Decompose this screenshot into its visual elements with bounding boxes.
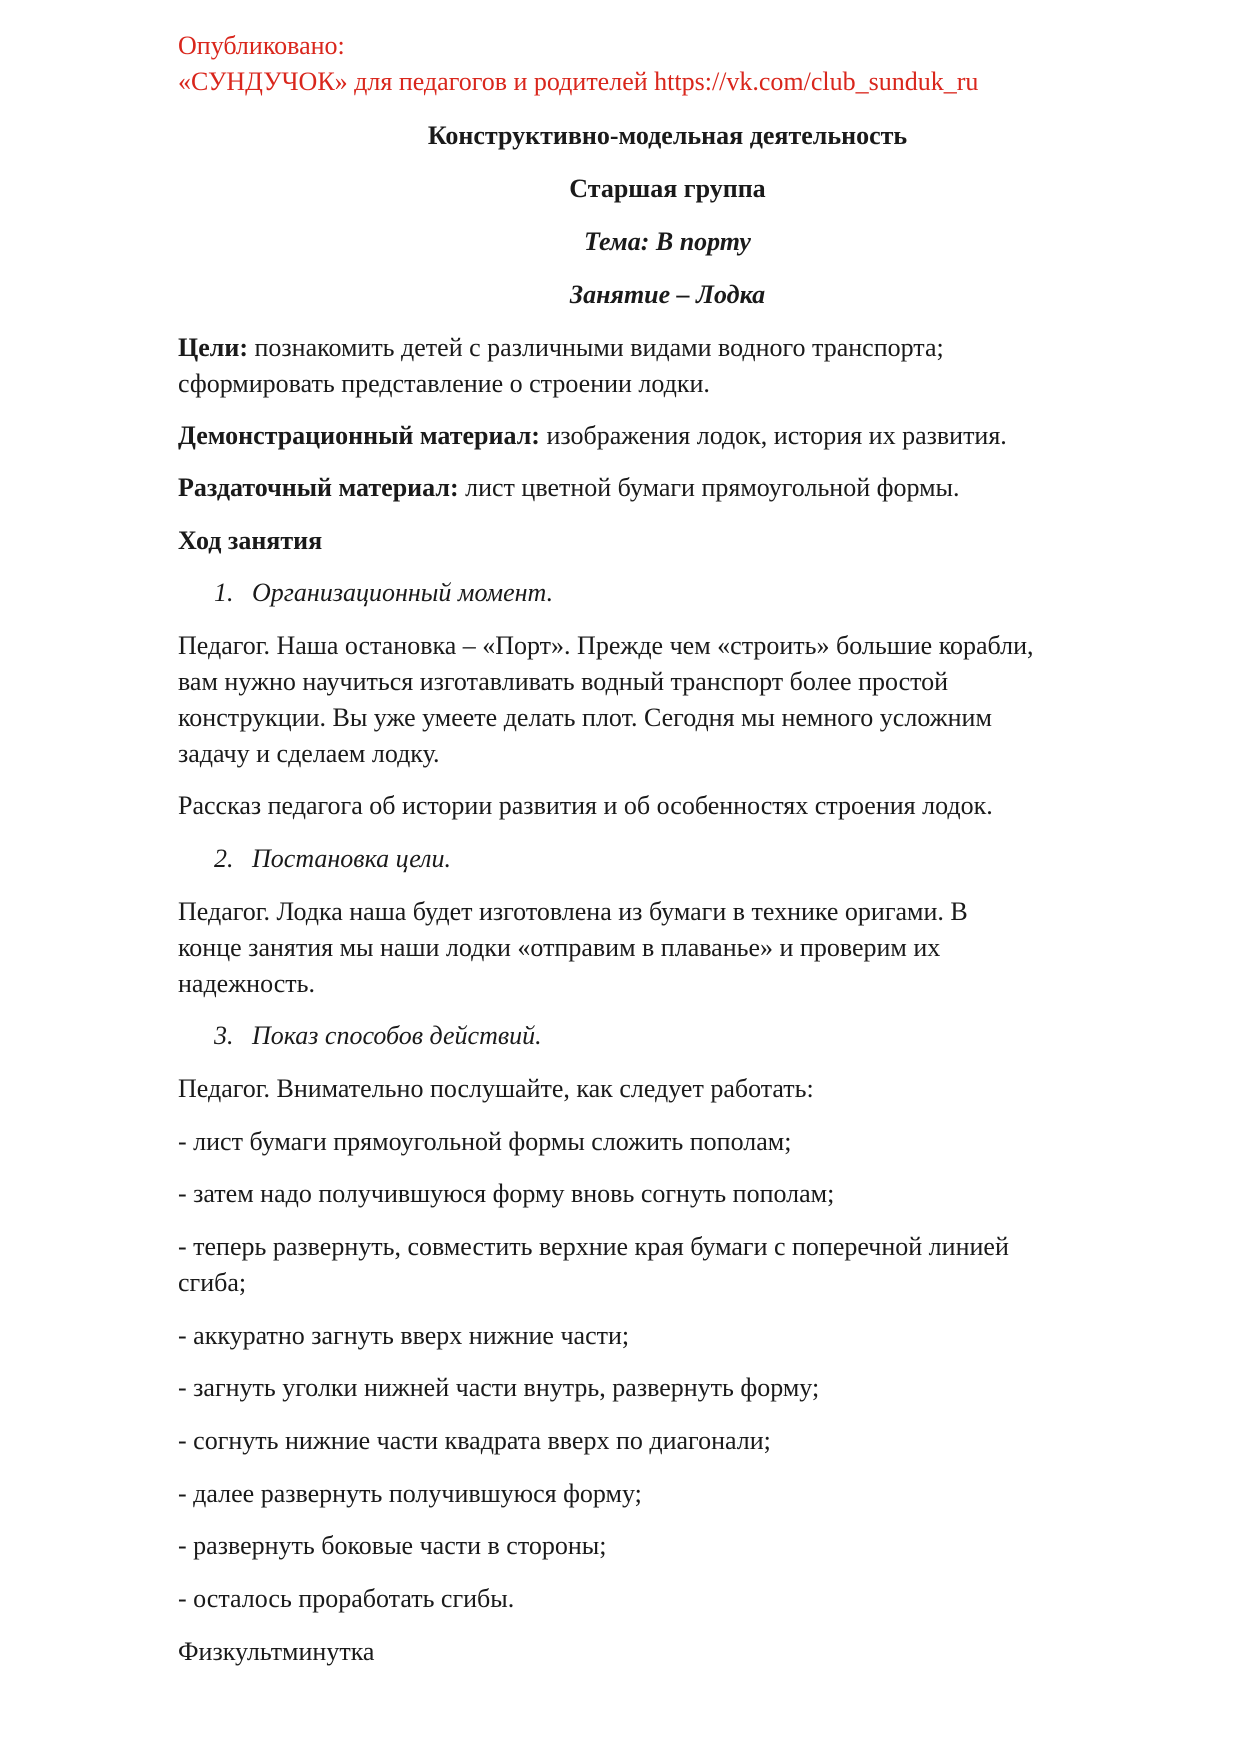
demo-material (178, 418, 1007, 454)
step-1-title: Организационный момент. (252, 578, 554, 607)
instruction-6: - согнуть нижние части квадрата вверх по диагонали; (178, 1426, 771, 1455)
step-2 (214, 841, 451, 877)
instruction-8: - развернуть боковые части в стороны; (178, 1531, 607, 1560)
instruction-4: - аккуратно загнуть вверх нижние части; (178, 1321, 630, 1350)
demo-material-text: изображения лодок, история их развития. (539, 421, 1007, 450)
instruction-5: - загнуть уголки нижней части внутрь, развернуть форму; (178, 1373, 820, 1402)
goals-line1 (178, 330, 944, 366)
paragraph1-line4: задачу и сделаем лодку. (178, 739, 440, 768)
instruction-1: - лист бумаги прямоугольной формы сложить пополам; (178, 1127, 792, 1156)
handout-material (178, 470, 960, 506)
handout-material-label: Раздаточный материал: (178, 473, 459, 502)
goals-label: Цели: (178, 333, 248, 362)
instruction-7: - далее развернуть получившуюся форму; (178, 1479, 642, 1508)
paragraph3-line2: конце занятия мы наши лодки «отправим в плаванье» и проверим их (178, 933, 941, 962)
demo-material-label: Демонстрационный материал: (178, 421, 540, 450)
published-label: Опубликовано: (178, 31, 345, 60)
paragraph1-line2: вам нужно научиться изготавливать водный транспорт более простой (178, 667, 949, 696)
instruction-3b: сгиба; (178, 1268, 247, 1297)
step-3-title: Показ способов действий. (252, 1021, 542, 1050)
footer-line: Физкультминутка (178, 1637, 375, 1666)
activity-title: Конструктивно-модельная деятельность (427, 121, 908, 150)
step-2-title: Постановка цели. (252, 844, 451, 873)
paragraph4: Педагог. Внимательно послушайте, как следует работать: (178, 1074, 814, 1103)
handout-material-text: лист цветной бумаги прямоугольной формы. (458, 473, 960, 502)
paragraph3-line3: надежность. (178, 969, 316, 998)
step-1 (214, 575, 553, 611)
goals-text: познакомить детей с различными видами водного транспорта; (248, 333, 944, 362)
goals-line2: сформировать представление о строении лодки. (178, 369, 710, 398)
paragraph1-line3: конструкции. Вы уже умеете делать плот. Сегодня мы немного усложним (178, 703, 992, 732)
step-3 (214, 1018, 542, 1054)
course-heading: Ход занятия (178, 526, 323, 555)
lesson-title: Занятие – Лодка (569, 280, 766, 309)
instruction-2: - затем надо получившуюся форму вновь согнуть пополам; (178, 1179, 835, 1208)
instruction-9: - осталось проработать сгибы. (178, 1584, 515, 1613)
paragraph3-line1: Педагог. Лодка наша будет изготовлена из бумаги в технике оригами. В (178, 897, 968, 926)
topic-title: Тема: В порту (584, 227, 751, 256)
source-line: «СУНДУЧОК» для педагогов и родителей https://vk.com/club_sunduk_ru (178, 67, 979, 96)
step-1-number: 1. (214, 578, 234, 607)
instruction-3a: - теперь развернуть, совместить верхние края бумаги с поперечной линией (178, 1232, 1009, 1261)
paragraph2: Рассказ педагога об истории развития и об особенностях строения лодок. (178, 791, 993, 820)
paragraph1-line1: Педагог. Наша остановка – «Порт». Прежде чем «строить» большие корабли, (178, 631, 1034, 660)
step-3-number: 3. (214, 1021, 234, 1050)
group-title: Старшая группа (569, 174, 766, 203)
step-2-number: 2. (214, 844, 234, 873)
